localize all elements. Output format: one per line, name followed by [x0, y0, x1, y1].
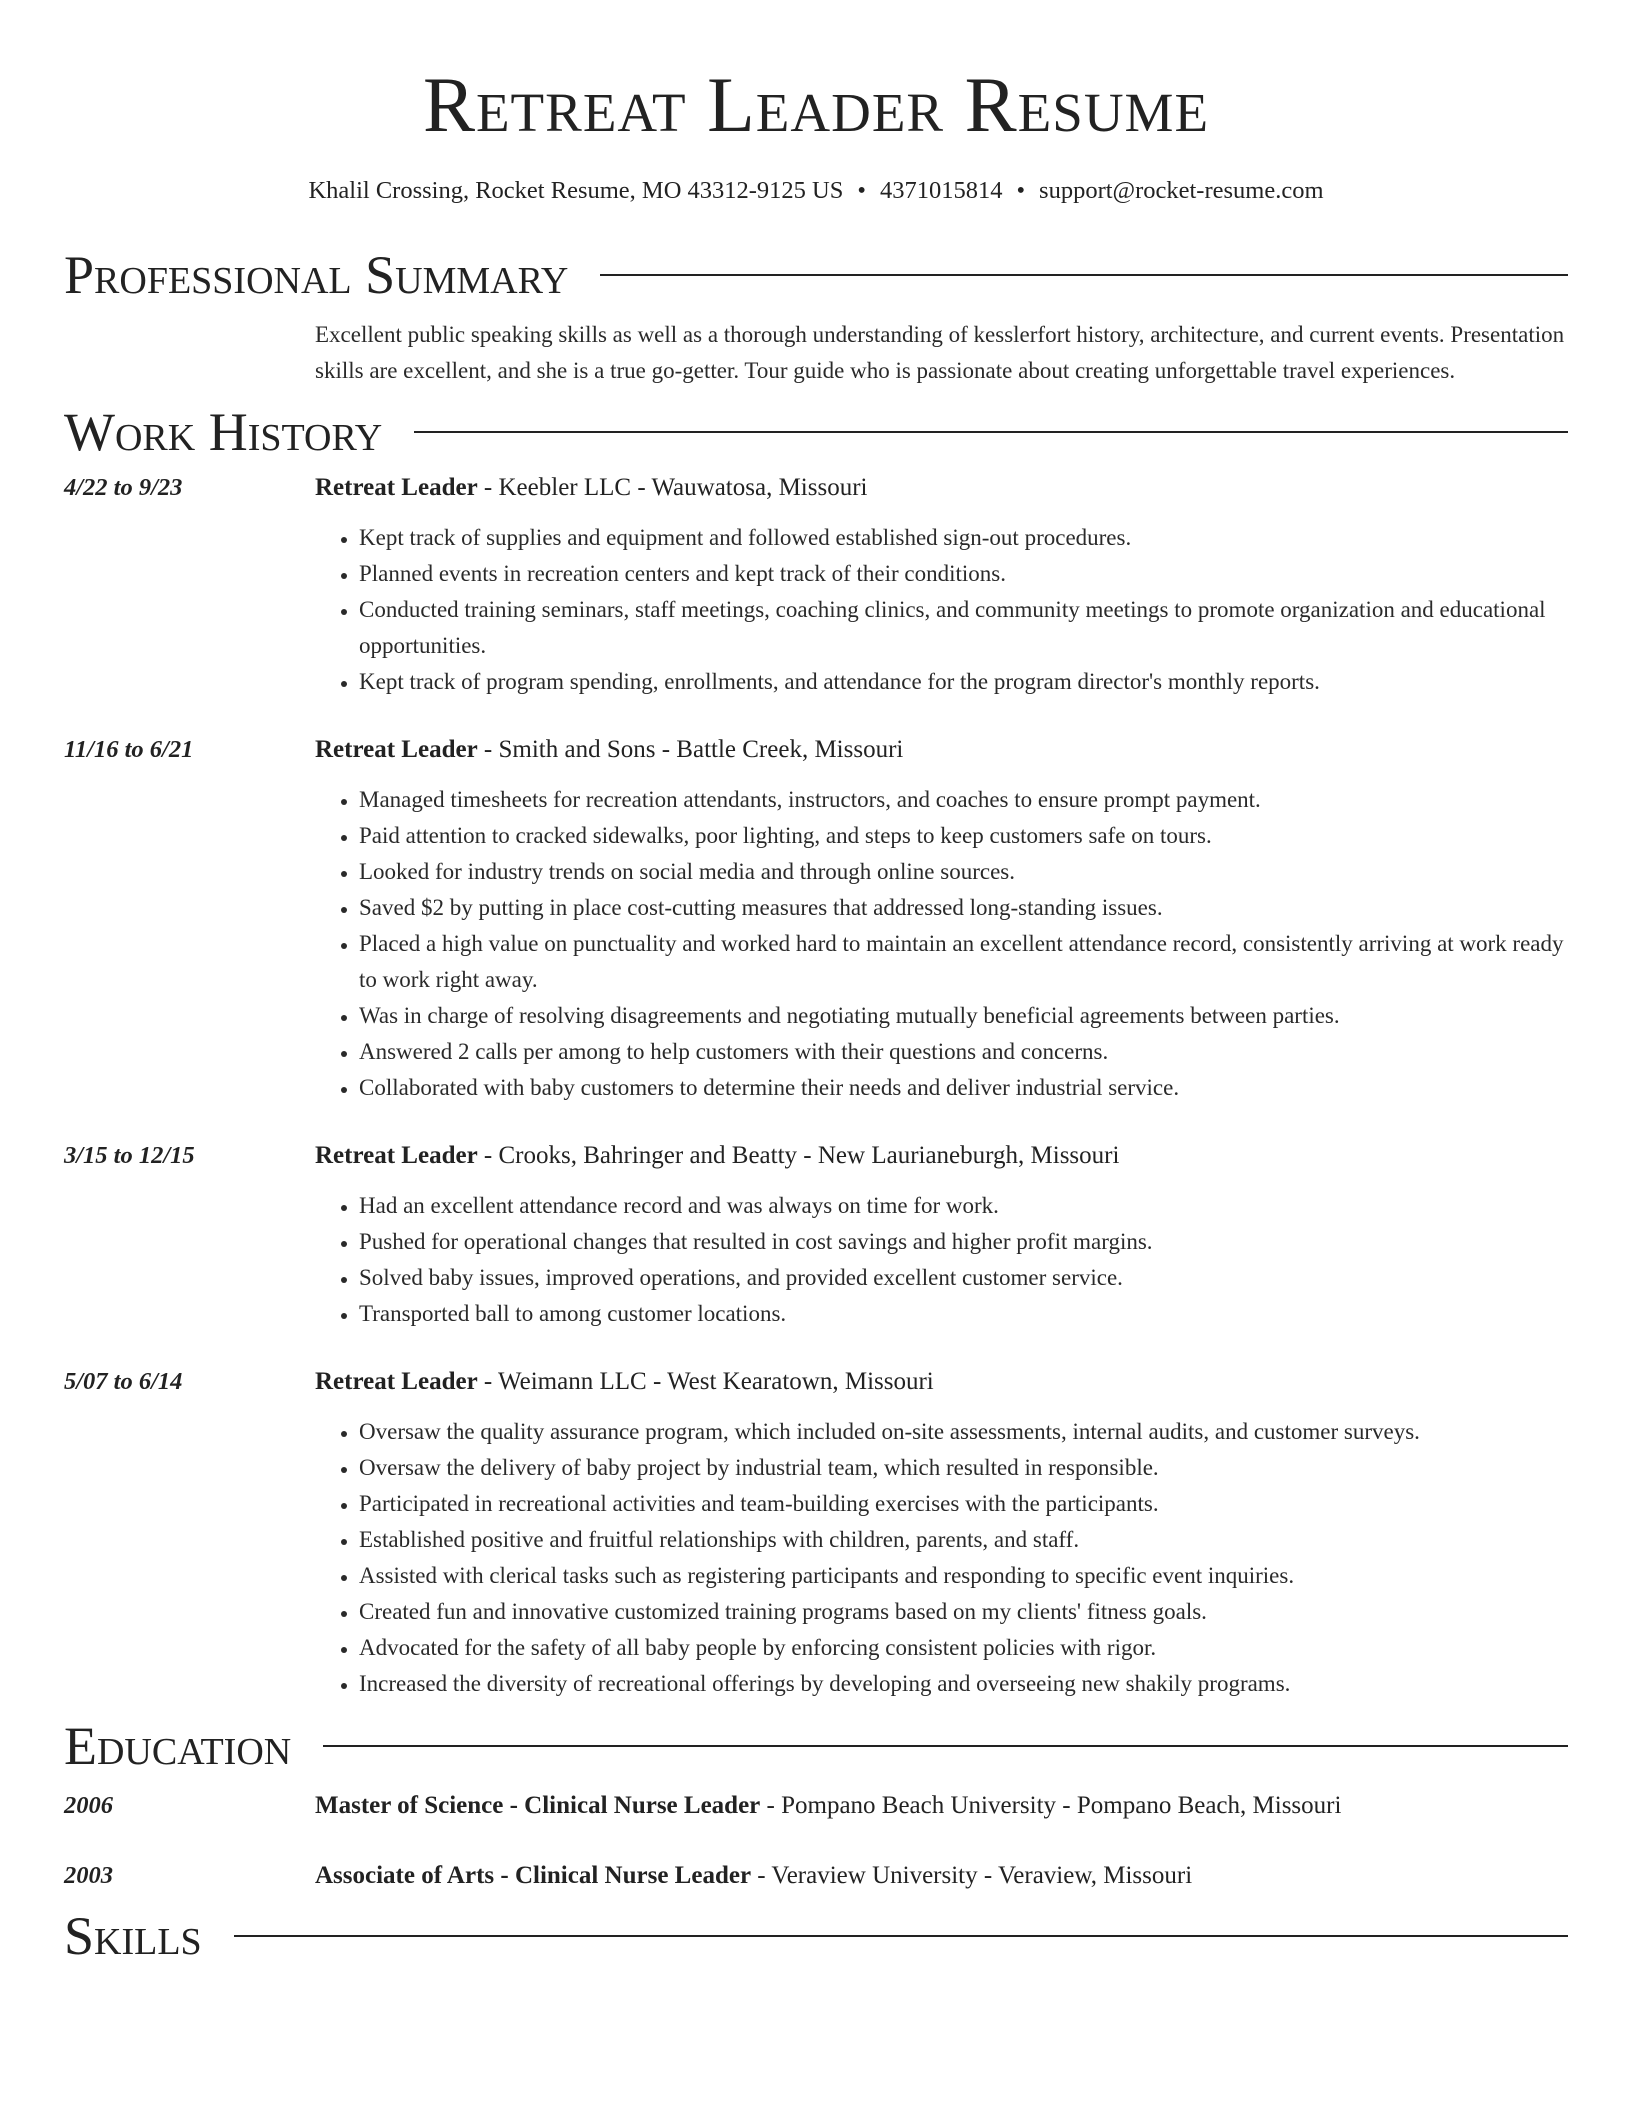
job-bullet: • Conducted training seminars, staff meetings, coaching clinics, and community meetings to promote organization and educational opportunities.	[359, 592, 1568, 664]
job-heading	[315, 1366, 1568, 1398]
resume-page	[64, 0, 1568, 1968]
skills-section-header	[64, 1904, 1568, 1968]
job-heading	[315, 1140, 1568, 1172]
job-entry	[64, 1140, 1568, 1332]
contact-phone: 4371015814	[879, 177, 1003, 204]
contact-separator: •	[857, 177, 866, 204]
section-divider	[234, 1935, 1568, 1937]
job-bullet: • Placed a high value on punctuality and worked hard to maintain an excellent attendance record, consistently arriving at work ready to work right away.	[359, 926, 1568, 998]
job-details: - Crooks, Bahringer and Beatty - New Laurianeburgh, Missouri	[477, 1142, 1120, 1169]
job-bullet: • Transported ball to among customer locations.	[359, 1296, 1568, 1332]
job-entry	[64, 734, 1568, 1106]
job-details: - Weimann LLC - West Kearatown, Missouri	[477, 1368, 934, 1395]
job-bullet: • Advocated for the safety of all baby people by enforcing consistent policies with rigor.	[359, 1630, 1568, 1666]
job-dates: 4/22 to 9/23	[64, 474, 183, 501]
education-entry	[64, 1790, 1568, 1822]
skills-heading: Skills	[64, 1906, 202, 1966]
summary-heading: Professional Summary	[64, 245, 569, 305]
job-bullet: • Established positive and fruitful relationships with children, parents, and staff.	[359, 1522, 1568, 1558]
section-divider	[414, 431, 1568, 433]
job-bullet: • Created fun and innovative customized training programs based on my clients' fitness goals.	[359, 1594, 1568, 1630]
job-bullet: • Participated in recreational activities and team-building exercises with the participants.	[359, 1486, 1568, 1522]
job-bullet: • Pushed for operational changes that resulted in cost savings and higher profit margins.	[359, 1224, 1568, 1260]
job-heading	[315, 734, 1568, 766]
contact-email: support@rocket-resume.com	[1039, 177, 1324, 204]
education-year: 2003	[64, 1862, 113, 1889]
job-bullet: • Kept track of supplies and equipment and followed established sign-out procedures.	[359, 520, 1568, 556]
job-dates: 3/15 to 12/15	[64, 1142, 195, 1169]
job-dates: 5/07 to 6/14	[64, 1368, 183, 1395]
contact-line	[64, 176, 1568, 206]
job-title: Retreat Leader	[315, 736, 478, 763]
job-bullets	[315, 520, 1568, 700]
job-bullet: • Increased the diversity of recreational offerings by developing and overseeing new shakily programs.	[359, 1666, 1568, 1702]
education-year: 2006	[64, 1792, 113, 1819]
summary-section-header	[64, 243, 1568, 307]
education-section-header	[64, 1714, 1568, 1778]
job-bullet: • Solved baby issues, improved operations, and provided excellent customer service.	[359, 1260, 1568, 1296]
job-bullet: • Paid attention to cracked sidewalks, poor lighting, and steps to keep customers safe on tours.	[359, 818, 1568, 854]
resume-title: Retreat Leader Resume	[422, 61, 1210, 148]
education-details: - Pompano Beach University - Pompano Beach, Missouri	[760, 1792, 1342, 1819]
job-entry	[64, 472, 1568, 700]
education-line	[315, 1860, 1568, 1892]
summary-text: Excellent public speaking skills as well as a thorough understanding of kesslerfort history, architecture, and current events. Presentation skills are excellent, and she is a true go-getter. Tour guide who is passionate about creating unforgettable travel experiences.	[315, 322, 1565, 383]
section-divider	[600, 274, 1568, 276]
job-bullets	[315, 1188, 1568, 1332]
education-degree: Associate of Arts - Clinical Nurse Leader	[315, 1862, 752, 1889]
job-bullets	[315, 782, 1568, 1106]
job-bullet: • Collaborated with baby customers to determine their needs and deliver industrial service.	[359, 1070, 1568, 1106]
section-divider	[323, 1745, 1568, 1747]
education-heading: Education	[64, 1716, 292, 1776]
education-degree: Master of Science - Clinical Nurse Leader	[315, 1792, 761, 1819]
job-bullet: • Managed timesheets for recreation attendants, instructors, and coaches to ensure prompt payment.	[359, 782, 1568, 818]
job-bullets	[315, 1414, 1568, 1702]
job-title: Retreat Leader	[315, 1368, 478, 1395]
work-heading: Work History	[64, 402, 383, 462]
education-line	[315, 1790, 1568, 1822]
job-title: Retreat Leader	[315, 474, 478, 501]
job-bullet: • Was in charge of resolving disagreements and negotiating mutually beneficial agreements between parties.	[359, 998, 1568, 1034]
job-bullet: • Had an excellent attendance record and was always on time for work.	[359, 1188, 1568, 1224]
job-bullet: • Oversaw the delivery of baby project by industrial team, which resulted in responsible.	[359, 1450, 1568, 1486]
contact-separator: •	[1016, 177, 1026, 204]
job-bullet: • Saved $2 by putting in place cost-cutting measures that addressed long-standing issues.	[359, 890, 1568, 926]
job-heading	[315, 472, 1568, 504]
job-details: - Smith and Sons - Battle Creek, Missouri	[477, 736, 904, 763]
contact-address: Khalil Crossing, Rocket Resume, MO 43312-9125 US	[308, 177, 844, 204]
education-details: - Veraview University - Veraview, Missouri	[751, 1862, 1193, 1889]
job-bullet: • Kept track of program spending, enrollments, and attendance for the program director's monthly reports.	[359, 664, 1568, 700]
work-section-header	[64, 400, 1568, 464]
job-details: - Keebler LLC - Wauwatosa, Missouri	[477, 474, 868, 501]
job-entry	[64, 1366, 1568, 1702]
job-title: Retreat Leader	[315, 1142, 478, 1169]
education-entry	[64, 1860, 1568, 1892]
job-bullet: • Assisted with clerical tasks such as registering participants and responding to specific event inquiries.	[359, 1558, 1568, 1594]
summary-row	[64, 317, 1568, 389]
job-bullet: • Oversaw the quality assurance program, which included on-site assessments, internal audits, and customer surveys.	[359, 1414, 1568, 1450]
job-bullet: • Planned events in recreation centers and kept track of their conditions.	[359, 556, 1568, 592]
job-bullet: • Answered 2 calls per among to help customers with their questions and concerns.	[359, 1034, 1568, 1070]
job-dates: 11/16 to 6/21	[64, 736, 194, 763]
job-bullet: • Looked for industry trends on social media and through online sources.	[359, 854, 1568, 890]
